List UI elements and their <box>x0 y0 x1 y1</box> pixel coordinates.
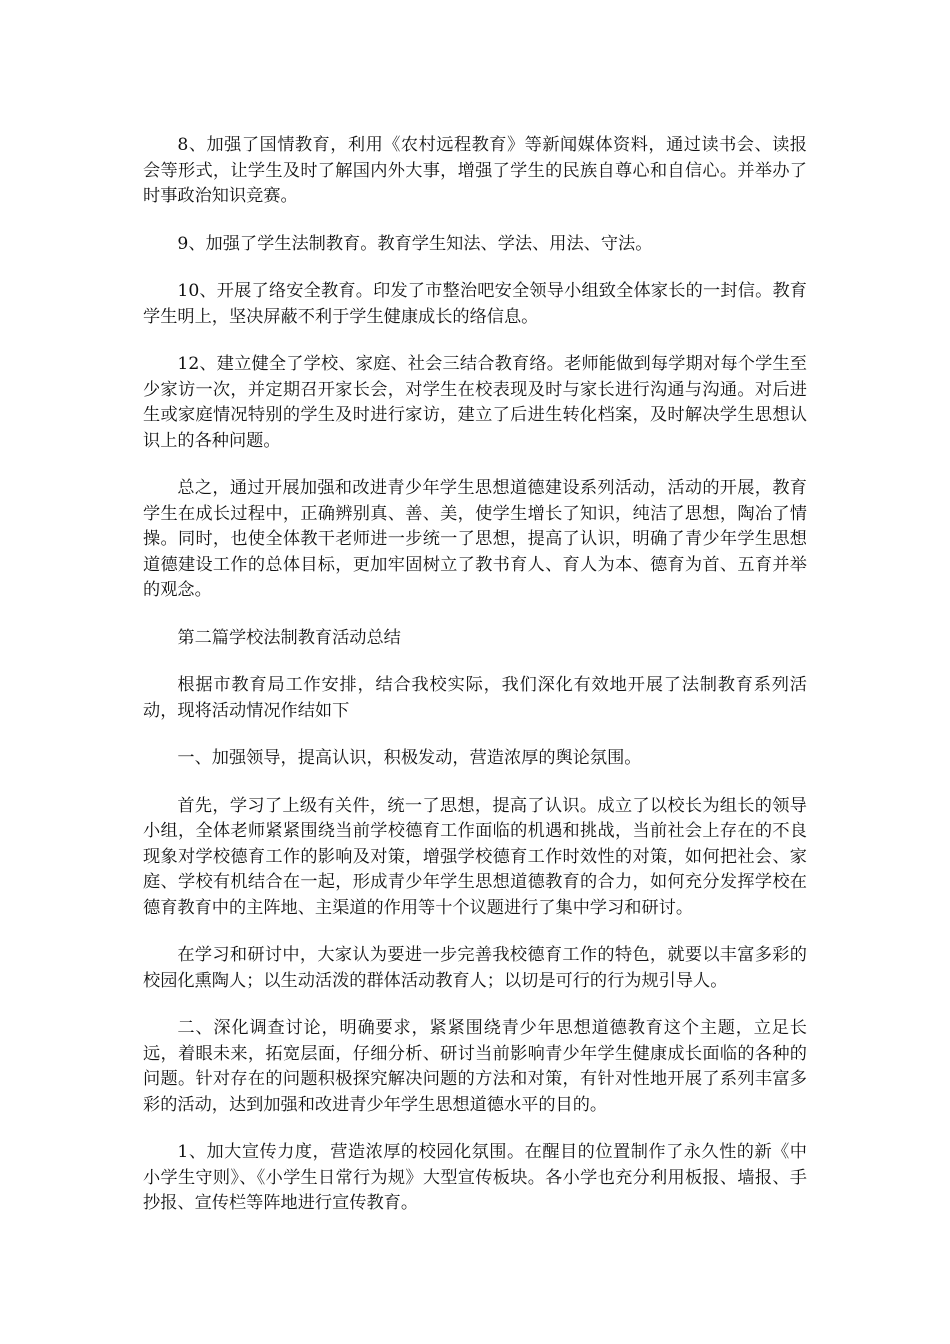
paragraph-publicity: 1、加大宣传力度，营造浓厚的校园化氛围。在醒目的位置制作了永久性的新《中小学生守则》、《小学生日常行为规》大型宣传板块。各小学也充分利用板报、墙报、手抄报、宣传栏等阵地进行宣传教育。 <box>143 1142 807 1213</box>
subheading-part-two: 二、深化调查讨论，明确要求，紧紧围绕青少年思想道德教育这个主题，立足长远，着眼未来，拓宽层面，仔细分析、研讨当前影响青少年学生健康成长面临的各种的问题。针对存在的问题积极探究解决问题的方法和对策，有针对性地开展了系列丰富多彩的活动，达到加强和改进青少年学生思想道德水平的目的。 <box>143 1018 807 1115</box>
paragraph-8-national-education: 8、加强了国情教育，利用《农村远程教育》等新闻媒体资料，通过读书会、读报会等形式，让学生及时了解国内外大事，增强了学生的民族自尊心和自信心。并举办了时事政治知识竞赛。 <box>143 135 807 206</box>
paragraph-summary: 总之，通过开展加强和改进青少年学生思想道德建设系列活动，活动的开展，教育学生在成长过程中，正确辨别真、善、美，使学生增长了知识，纯洁了思想，陶冶了情操。同时，也使全体教干老师进一步统一了思想，提高了认识，明确了青少年学生思想道德建设工作的总体目标，更加牢固树立了教书育人、育人为本、德育为首、五育并举的观念。 <box>143 478 807 600</box>
paragraph-intro: 根据市教育局工作安排，结合我校实际，我们深化有效地开展了法制教育系列活动，现将活动情况作结如下 <box>143 675 807 721</box>
document-body <box>143 133 807 1239</box>
section-heading: 第二篇学校法制教育活动总结 <box>177 627 401 648</box>
paragraph-12-home-school-network: 12、建立健全了学校、家庭、社会三结合教育络。老师能做到每学期对每个学生至少家访一次，并定期召开家长会，对学生在校表现及时与家长进行沟通与沟通。对后进生或家庭情况特别的学生及时进行家访，建立了后进生转化档案，及时解决学生思想认识上的各种问题。 <box>143 354 807 451</box>
paragraph-9-legal-education: 9、加强了学生法制教育。教育学生知法、学法、用法、守法。 <box>177 233 653 254</box>
subheading-part-one: 一、加强领导，提高认识，积极发动，营造浓厚的舆论氛围。 <box>177 748 642 768</box>
paragraph-10-network-safety: 10、开展了络安全教育。印发了市整治吧安全领导小组致全体家长的一封信。教育学生明上，坚决屏蔽不利于学生健康成长的络信息。 <box>143 281 807 327</box>
paragraph-discussion: 在学习和研讨中，大家认为要进一步完善我校德育工作的特色，就要以丰富多彩的校园化熏陶人；以生动活泼的群体活动教育人；以切是可行的行为规引导人。 <box>143 945 807 991</box>
paragraph-first-study: 首先，学习了上级有关件，统一了思想，提高了认识。成立了以校长为组长的领导小组，全体老师紧紧围绕当前学校德育工作面临的机遇和挑战，当前社会上存在的不良现象对学校德育工作的影响及对策，增强学校德育工作时效性的对策，如何把社会、家庭、学校有机结合在一起，形成青少年学生思想道德教育的合力，如何充分发挥学校在德育教育中的主阵地、主渠道的作用等十个议题进行了集中学习和研讨。 <box>143 795 807 918</box>
